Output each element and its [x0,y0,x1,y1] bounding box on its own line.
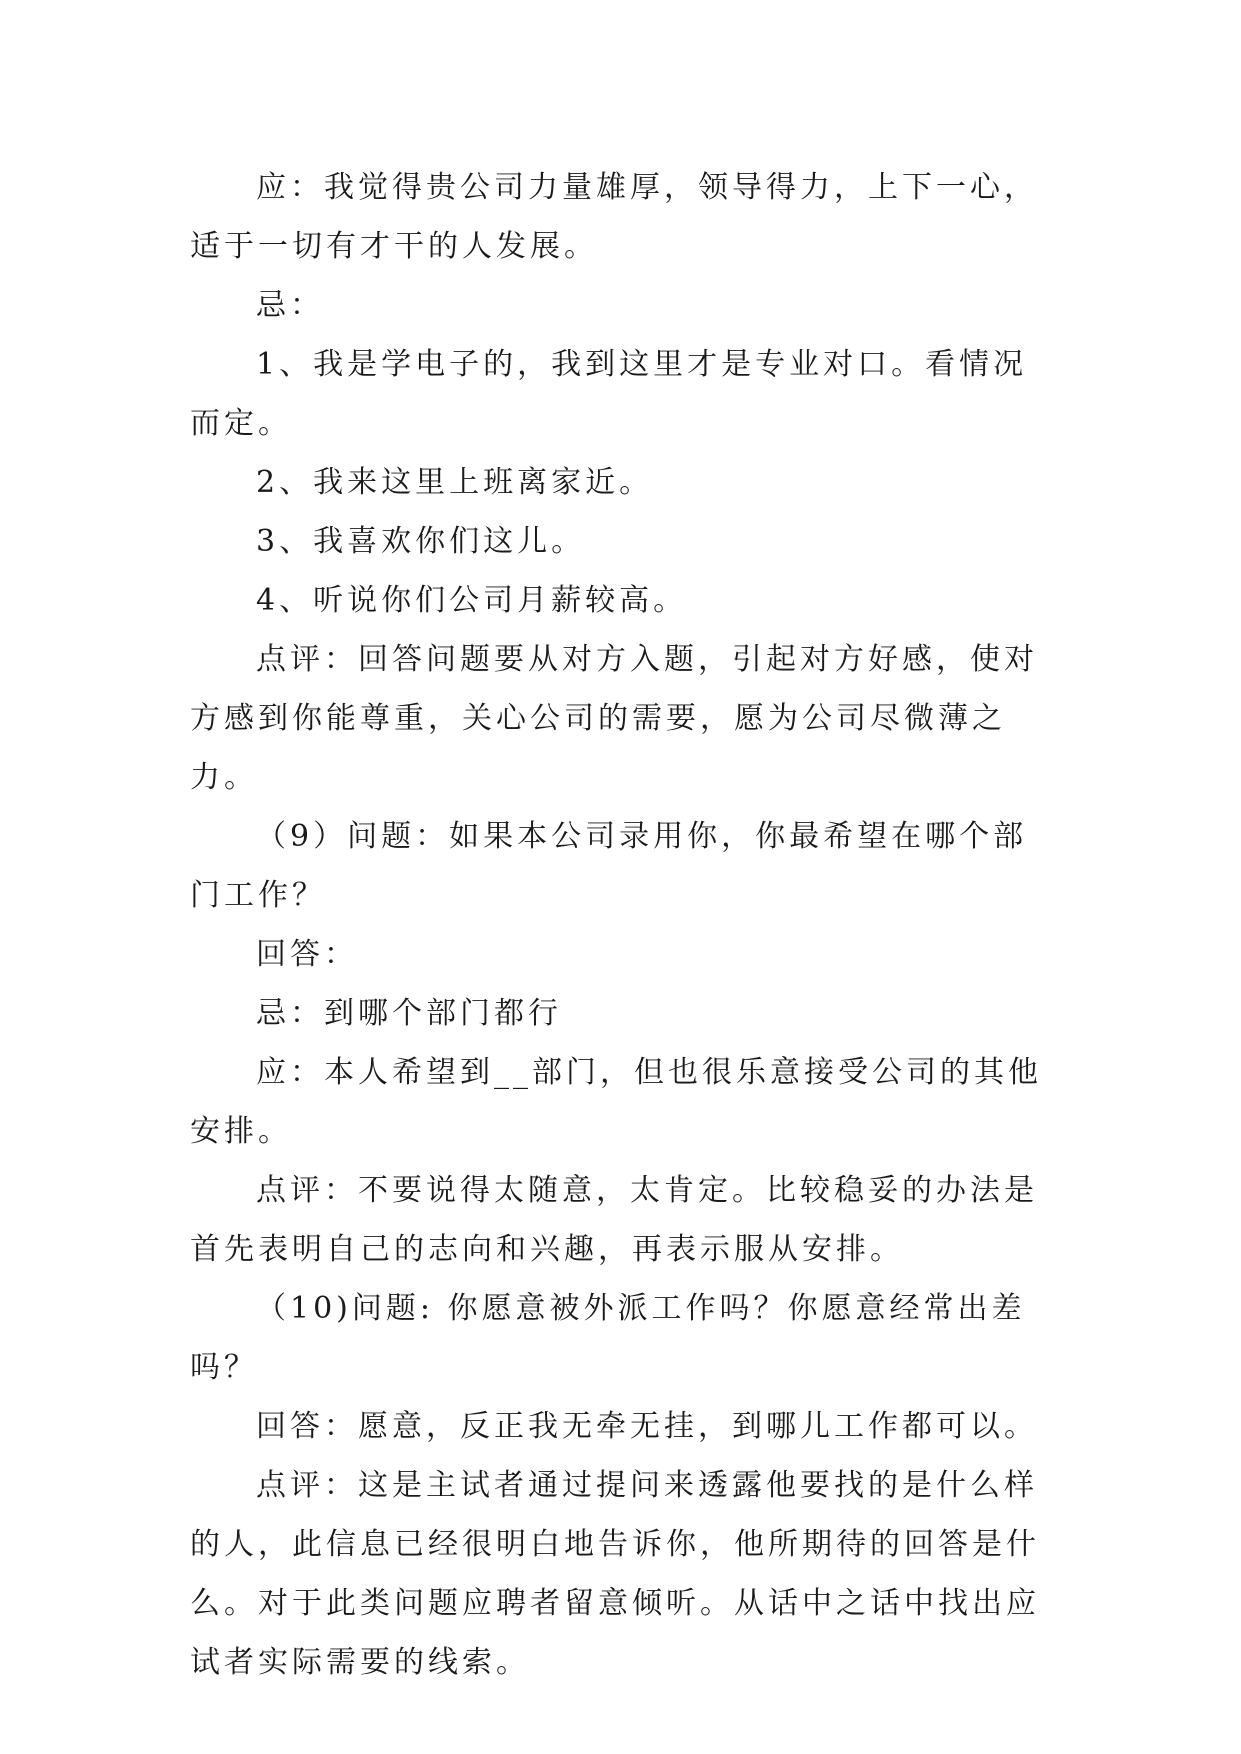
paragraph-comment-8: 点评：回答问题要从对方入题，引起对方好感，使对方感到你能尊重，关心公司的需要，愿为公司尽微薄之力。 [190,642,1038,795]
paragraph-answer-good: 应：我觉得贵公司力量雄厚，领导得力，上下一心，适于一切有才干的人发展。 [190,170,1038,264]
paragraph-avoid-item-1: 1、我是学电子的，我到这里才是专业对口。看情况而定。 [190,347,1028,441]
paragraph-answer-label-9: 回答： [256,937,358,972]
paragraph-question-10: （10)问题: 你愿意被外派工作吗？你愿意经常出差吗？ [190,1291,1026,1385]
paragraph-avoid-label: 忌： [256,288,324,323]
paragraph-question-9: （9）问题：如果本公司录用你，你最希望在哪个部门工作？ [190,819,1028,913]
paragraph-avoid-9: 忌：到哪个部门都行 [256,996,562,1031]
paragraph-avoid-item-3: 3、我喜欢你们这儿。 [256,524,586,559]
paragraph-good-9: 应：本人希望到__部门，但也很乐意接受公司的其他安排。 [190,1055,1042,1149]
document-body [190,158,1060,1692]
paragraph-comment-10: 点评：这是主试者通过提问来透露他要找的是什么样的人，此信息已经很明白地告诉你，他所期待的回答是什么。对于此类问题应聘者留意倾听。从话中之话中找出应试者实际需要的线索。 [190,1468,1040,1680]
paragraph-comment-9: 点评：不要说得太随意，太肯定。比较稳妥的办法是首先表明自己的志向和兴趣，再表示服从安排。 [190,1173,1038,1267]
paragraph-avoid-item-4: 4、听说你们公司月薪较高。 [256,583,688,618]
paragraph-answer-10: 回答：愿意，反正我无牵无挂，到哪儿工作都可以。 [256,1409,1038,1444]
paragraph-avoid-item-2: 2、我来这里上班离家近。 [256,465,654,500]
